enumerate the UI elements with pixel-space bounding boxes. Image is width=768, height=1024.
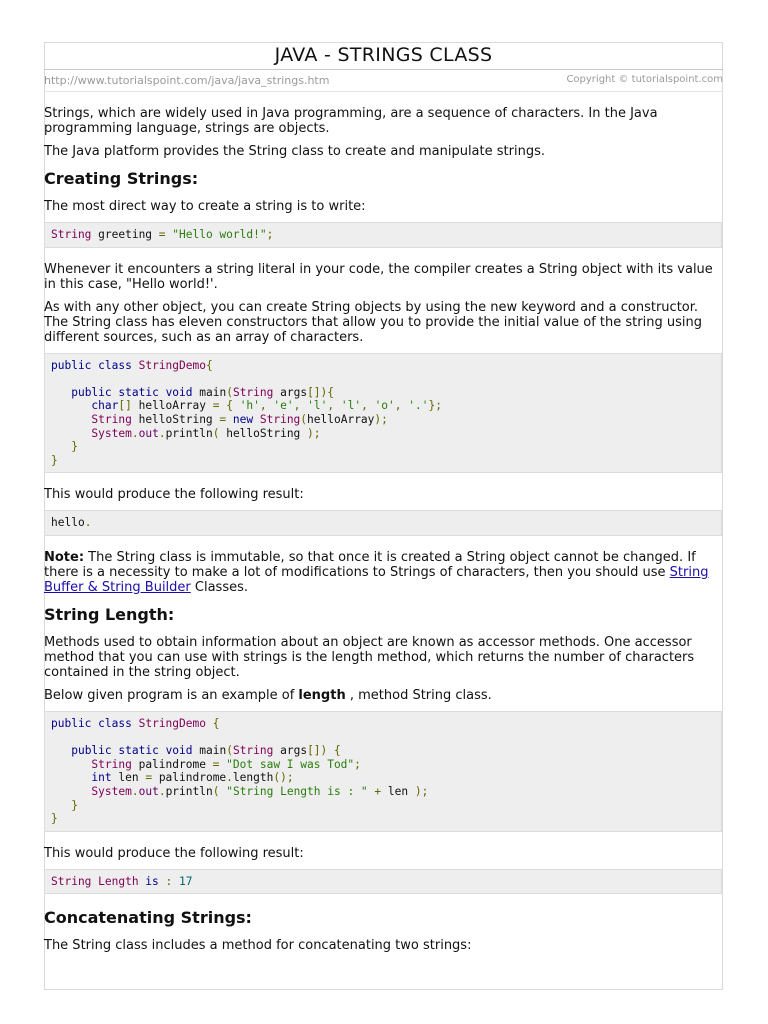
- output-text: .: [84, 516, 92, 530]
- length-text: Below given program is an example of: [44, 687, 299, 703]
- intro-paragraph-2: The Java platform provides the String class to create and manipulate strings.: [44, 144, 545, 159]
- note-tail: Classes.: [190, 579, 249, 595]
- article-body: [44, 106, 722, 961]
- output-text: String Length: [51, 874, 139, 888]
- header-divider: [44, 91, 723, 92]
- length-keyword: length: [298, 687, 346, 703]
- string-buffer-link[interactable]: String Buffer & String Builder: [44, 564, 709, 595]
- code-token: String: [51, 228, 92, 241]
- note-label: Note:: [44, 549, 85, 565]
- length-paragraph-3: This would produce the following result:: [44, 845, 304, 861]
- output-text: :: [165, 874, 173, 888]
- output-text: is: [138, 874, 166, 888]
- code-token: =: [158, 228, 166, 241]
- page-title: JAVA - STRINGS CLASS: [274, 44, 493, 66]
- creating-paragraph-4: This would produce the following result:: [44, 487, 304, 503]
- source-url[interactable]: http://www.tutorialspoint.com/java/java_strings.htm: [44, 74, 330, 87]
- intro-paragraph-1: Strings, which are widely used in Java programming, are a sequence of characters. In the Java programming language, strings are objects.: [44, 106, 658, 136]
- code-block-stringdemo-1: public class StringDemo{ public static void main(String args[]){ char[] helloArray = { 'h', 'e', 'l', 'l', 'o', '.'}; String helloString = new String(helloArray); System.out.println( helloString ); } }: [44, 353, 722, 474]
- code-token: greeting: [91, 228, 159, 241]
- section-heading-creating-strings: Creating Strings:: [44, 169, 199, 188]
- output-block-length: [44, 869, 722, 895]
- code-block-greeting: [44, 222, 722, 248]
- code-token: "Hello world!": [172, 228, 267, 241]
- note-text: The String class is immutable, so that once it is created a String object cannot be changed. If there is a necessity to make a lot of modifications to Strings of characters, then you should use: [44, 549, 696, 580]
- creating-paragraph-1: The most direct way to create a string is to write:: [44, 199, 366, 214]
- code-token: ;: [266, 228, 274, 241]
- length-paragraph-1: Methods used to obtain information about an object are known as accessor methods. One accessor method that you can use with strings is the length method, which returns the number of characters contained in the string object.: [44, 634, 695, 680]
- concat-paragraph-1: The String class includes a method for concatenating two strings:: [44, 938, 472, 954]
- section-heading-string-length: String Length:: [44, 604, 175, 624]
- section-heading-concatenating-strings: Concatenating Strings:: [44, 908, 252, 928]
- creating-paragraph-2: Whenever it encounters a string literal in your code, the compiler creates a String object with its value in this case, "Hello world!'.: [44, 261, 713, 292]
- length-paragraph-2: [44, 688, 722, 703]
- code-block-stringdemo-2: public class StringDemo { public static void main(String args[]) { String palindrome = "Dot saw I was Tod"; int len = palindrome.length(); System.out.println( "String Length is : " + len ); } }: [44, 711, 722, 832]
- title-bar: [44, 42, 723, 70]
- copyright-notice: Copyright © tutorialspoint.com: [566, 74, 723, 85]
- output-text: 17: [172, 874, 193, 888]
- length-text: , method String class.: [345, 687, 492, 703]
- creating-paragraph-3: As with any other object, you can create String objects by using the new keyword and a constructor. The String class has eleven constructors that allow you to provide the initial value of the string using different sources, such as an array of characters.: [44, 299, 702, 345]
- output-block-hello: [44, 510, 722, 536]
- output-text: hello: [51, 516, 85, 530]
- note-paragraph: [44, 550, 722, 595]
